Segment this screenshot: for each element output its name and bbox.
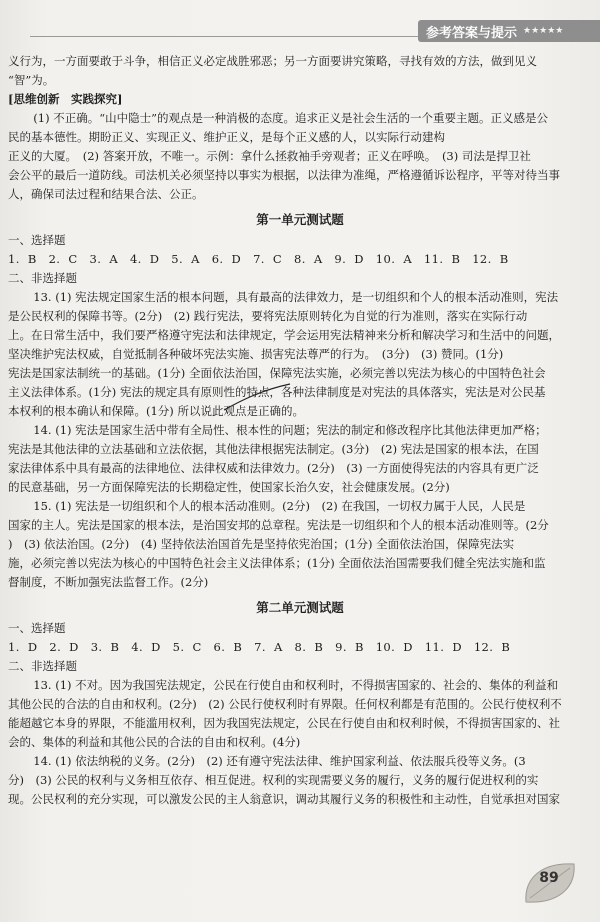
text-line: 13. (1) 不对。因为我国宪法规定，公民在行使自由和权利时，不得损害国家的、社会的、集体的利益和 — [33, 678, 559, 692]
text-line: 人，确保司法过程和结果合法、公正。 — [8, 187, 204, 201]
section-header — [418, 20, 600, 42]
rating-stars: ★★★★★ — [523, 26, 564, 36]
section-title: 第一单元测试题 — [256, 212, 344, 227]
text-line: 义行为，一方面要敢于斗争，相信正义必定战胜邪恶；另一方面要讲究策略，寻找有效的方法，做到见义 — [8, 54, 537, 68]
text-line: 15. (1) 宪法是一切组织和个人的根本活动准则。(2分) (2) 在我国，一切权力属于人民，人民是 — [33, 499, 526, 513]
answer-text-body — [8, 52, 592, 809]
text-line: “智”为。 — [8, 73, 55, 87]
text-line: ) (3) 依法治国。(2分) (4) 坚持依法治国首先是坚持依宪治国；(1分) 全面依法治国，保障宪法实 — [8, 537, 515, 551]
text-line: 其他公民的合法的自由和权利。(2分) (2) 公民行使权利时有界限。任何权利都是有范围的。公民行使权利不 — [8, 697, 562, 711]
section-header-title: 参考答案与提示 — [426, 25, 518, 41]
text-line: 督制度，不断加强宪法监督工作。(2分) — [8, 575, 209, 589]
text-line: 的民意基础，另一方面保障宪法的长期稳定性，使国家长治久安，社会健康发展。(2分) — [8, 480, 450, 494]
text-line: 民的基本德性。期盼正义、实现正义、维护正义，是每个正义感的人，以实际行动建构 — [8, 130, 445, 144]
text-line: 上。在日常生活中，我们要严格遵守宪法和法律规定，学会运用宪法精神来分析和解决学习和生活中的问题， — [8, 328, 560, 342]
text-line: 能超越它本身的界限，不能滥用权利，因为我国宪法规定，公民在行使自由和权利时候，不得损害国家的、社 — [8, 716, 560, 730]
text-line: 本权利的根本确认和保障。(1分) 所以说此观点是正确的。 — [8, 404, 304, 418]
text-line: 主义法律体系。(1分) 宪法的规定具有原则性的特点，各种法律制度是对宪法的具体落实，宪法是对公民基 — [8, 385, 546, 399]
text-line: 是公民权利的保障书等。(2分) (2) 践行宪法，要将宪法原则转化为自觉的行为准则，落实在实际行动 — [8, 309, 528, 323]
text-line: 13. (1) 宪法规定国家生活的根本问题，具有最高的法律效力，是一切组织和个人的根本活动准则，宪法 — [33, 290, 559, 304]
text-line: 现。公民权利的充分实现，可以激发公民的主人翁意识，调动其履行义务的积极性和主动性，自觉承担对国家 — [8, 792, 560, 806]
text-line: 会公平的最后一道防线。司法机关必须坚持以事实为根据，以法律为准绳，严格遵循诉讼程序，平等对待当事 — [8, 168, 560, 182]
text-line: 施，必须完善以宪法为核心的中国特色社会主义法律体系；(1分) 全面依法治国需要我们健全宪法实施和监 — [8, 556, 546, 570]
text-line: 分) (3) 公民的权利与义务相互依存、相互促进。权利的实现需要义务的履行，义务的履行促进权利的实 — [8, 773, 539, 787]
text-line: 正义的大厦。 (2) 答案开放，不唯一。示例：拿什么拯救袖手旁观者；正义在呼唤。 (3) 司法是捍卫社 — [8, 149, 531, 163]
subsection-heading: [思维创新 实践探究] — [8, 92, 123, 106]
section-title: 第二单元测试题 — [256, 600, 344, 615]
text-line: 一、选择题 — [8, 621, 66, 635]
text-line: 会的、集体的利益和其他公民的合法的自由和权利。(4分) — [8, 735, 301, 749]
text-line: 宪法是其他法律的立法基础和立法依据，其他法律根据宪法制定。(3分) (2) 宪法是国家的根本法，在国 — [8, 442, 539, 456]
text-line: 一、选择题 — [8, 233, 66, 247]
text-line: 二、非选择题 — [8, 659, 77, 673]
text-line: 14. (1) 依法纳税的义务。(2分) (2) 还有遵守宪法法律、维护国家利益、依法服兵役等义务。(3 — [33, 754, 526, 768]
text-line: 1. B 2. C 3. A 4. D 5. A 6. D 7. C 8. A 9. D 10. A 11. B 12. B — [8, 252, 509, 266]
text-line: 14. (1) 宪法是国家生活中带有全局性、根本性的问题；宪法的制定和修改程序比其他法律更加严格； — [33, 423, 547, 437]
pen-stroke-mark — [222, 382, 292, 412]
header-rule — [30, 36, 422, 37]
text-line: 宪法是国家法制统一的基础。(1分) 全面依法治国，保障宪法实施，必须完善以宪法为核心的中国特色社会 — [8, 366, 546, 380]
text-line: 坚决维护宪法权威，自觉抵制各种破坏宪法实施、损害宪法尊严的行为。 (3分) (3) 赞同。(1分) — [8, 347, 504, 361]
page-number: 89 — [539, 870, 559, 886]
text-line: 家法律体系中具有最高的法律地位、法律权威和法律效力。(2分) (3) 一方面使得宪法的内容具有更广泛 — [8, 461, 539, 475]
text-line: (1) 不正确。“山中隐士”的观点是一种消极的态度。追求正义是社会生活的一个重要主题。正义感是公 — [33, 111, 548, 125]
text-line: 国家的主人。宪法是国家的根本法，是治国安邦的总章程。宪法是一切组织和个人的根本活动准则等。(2分 — [8, 518, 549, 532]
text-line: 二、非选择题 — [8, 271, 77, 285]
text-line: 1. D 2. D 3. B 4. D 5. C 6. B 7. A 8. B 9. B 10. D 11. D 12. B — [8, 640, 511, 654]
